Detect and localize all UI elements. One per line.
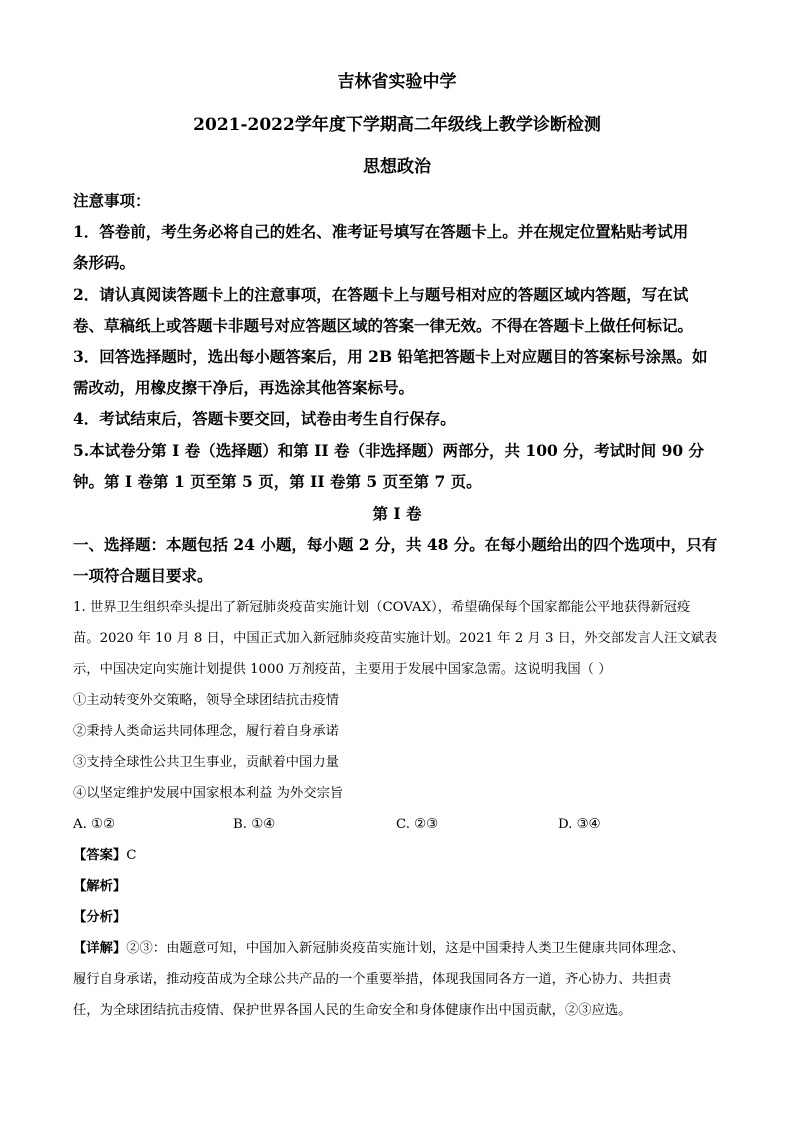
option-a: A. ①② xyxy=(73,817,115,832)
detail-line: 任，为全球团结抗击疫情、保护世界各国人民的生命安全和身体健康作出中国贡献，②③应选。 xyxy=(73,1003,632,1018)
notes-line: 条形码。 xyxy=(73,253,136,272)
detail-line xyxy=(73,938,685,960)
subject-title: 思想政治 xyxy=(363,157,431,177)
statement: ③支持全球性公共卫生事业，贡献着中国力量 xyxy=(73,755,339,770)
detail-text: ②③：由题意可知，中国加入新冠肺炎疫苗实施计划，这是中国秉持人类卫生健康共同体理念、 xyxy=(126,941,685,956)
notes-heading: 注意事项： xyxy=(73,191,151,210)
fenxi-label: 【分析】 xyxy=(73,910,127,925)
notes-line: 4．考试结束后，答题卡要交回，试卷由考生自行保存。 xyxy=(73,409,456,428)
answer-label: 【答案】 xyxy=(73,848,127,863)
statement: ④以坚定维护发展中国家根本利益 为外交宗旨 xyxy=(73,786,344,801)
detail-line: 履行自身承诺，推动疫苗成为全球公共产品的一个重要举措，体现我国同各方一道，齐心协力、共担责 xyxy=(73,972,672,987)
answer-line xyxy=(73,845,136,867)
notes-line: 钟。第 I 卷第 1 页至第 5 页，第 II 卷第 5 页至第 7 页。 xyxy=(73,472,482,491)
notes-line: 3．回答选择题时，选出每小题答案后，用 2B 铅笔把答题卡上对应题目的答案标号涂黑。如 xyxy=(73,347,708,366)
notes-line: 2．请认真阅读答题卡上的注意事项，在答题卡上与题号相对应的答题区域内答题，写在试 xyxy=(73,285,689,304)
notes-line: 5.本试卷分第 I 卷（选择题）和第 II 卷（非选择题）两部分，共 100 分，考试时间 90 分 xyxy=(73,441,705,460)
question-stem: 示，中国决定向实施计划提供 1000 万剂疫苗，主要用于发展中国家急需。这说明我国（ ） xyxy=(73,662,612,677)
option-d: D. ③④ xyxy=(558,817,601,832)
school-title: 吉林省实验中学 xyxy=(337,72,457,92)
section-instruction: 一项符合题目要求。 xyxy=(73,566,213,585)
notes-line: 1．答卷前，考生务必将自己的姓名、准考证号填写在答题卡上。并在规定位置粘贴考试用 xyxy=(73,222,689,241)
statement: ②秉持人类命运共同体理念，履行着自身承诺 xyxy=(73,724,339,739)
part-title: 第 I 卷 xyxy=(372,504,422,523)
detail-label: 【详解】 xyxy=(73,941,127,956)
question-stem: 1. 世界卫生组织牵头提出了新冠肺炎疫苗实施计划（COVAX），希望确保每个国家都能公平地获得新冠疫 xyxy=(73,600,691,615)
option-b: B. ①④ xyxy=(233,817,276,832)
notes-line: 需改动，用橡皮擦干净后，再选涂其他答案标号。 xyxy=(73,378,415,397)
exam-title: 2021-2022学年度下学期高二年级线上教学诊断检测 xyxy=(193,115,601,135)
answer-value: C xyxy=(126,848,137,863)
statement: ①主动转变外交策略，领导全球团结抗击疫情 xyxy=(73,693,339,708)
analysis-label: 【解析】 xyxy=(73,879,127,894)
question-stem: 苗。2020 年 10 月 8 日，中国正式加入新冠肺炎疫苗实施计划。2021 年 2 月 3 日，外交部发言人汪文斌表 xyxy=(73,631,718,646)
section-instruction: 一、选择题：本题包括 24 小题，每小题 2 分，共 48 分。在每小题给出的四个选项中，只有 xyxy=(73,535,718,554)
option-c: C. ②③ xyxy=(396,817,438,832)
notes-line: 卷、草稿纸上或答题卡非题号对应答题区域的答案一律无效。不得在答题卡上做任何标记。 xyxy=(73,316,694,335)
